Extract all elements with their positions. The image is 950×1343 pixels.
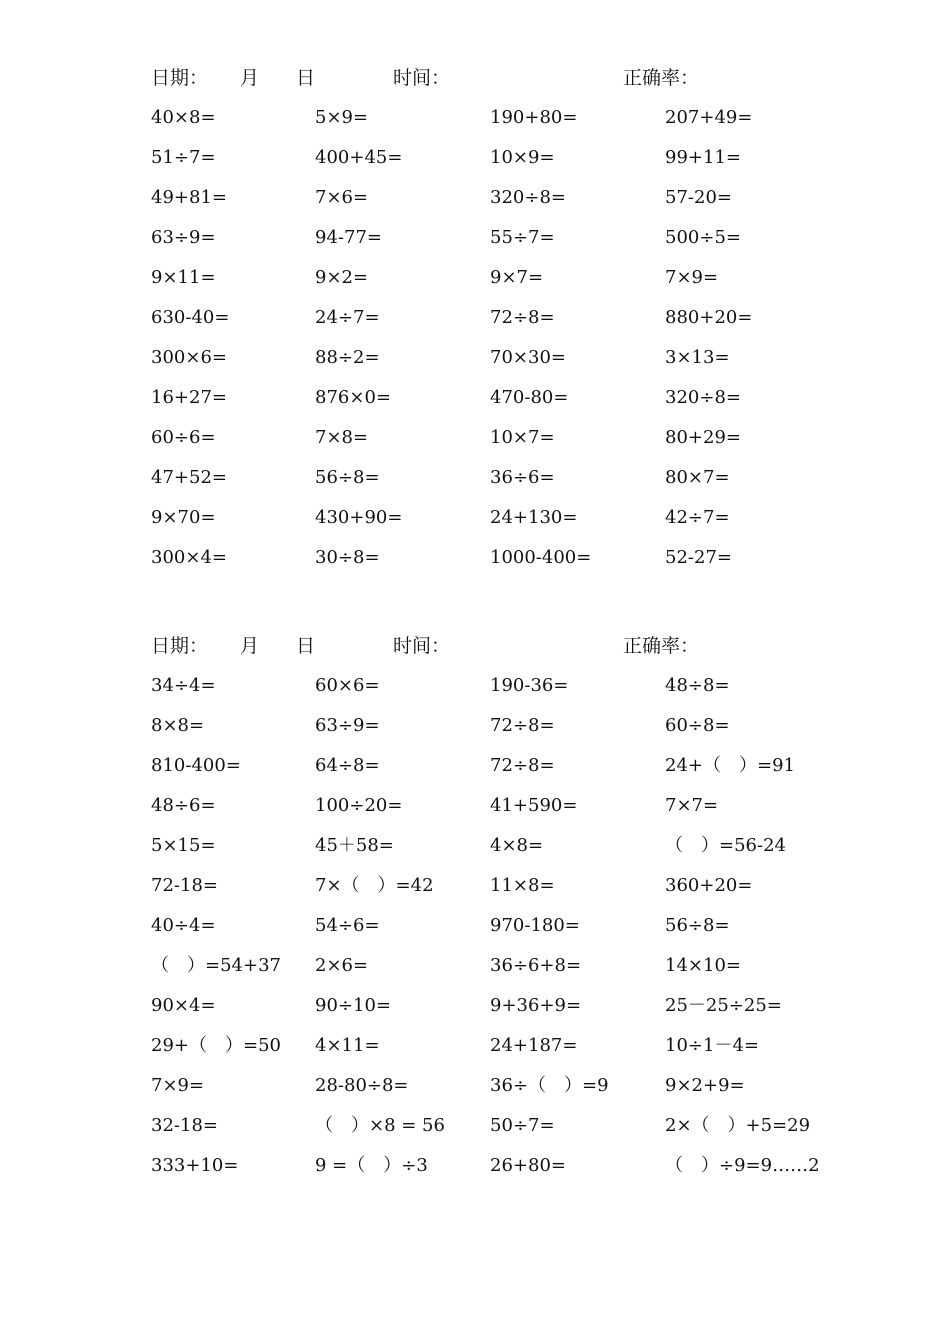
- arithmetic-problem: 333+10=: [151, 1155, 239, 1176]
- arithmetic-problem: 190+80=: [490, 107, 578, 128]
- arithmetic-problem: 72÷8=: [490, 755, 555, 776]
- arithmetic-problem: 60÷8=: [665, 715, 730, 736]
- arithmetic-problem: 63÷9=: [315, 715, 380, 736]
- arithmetic-problem: 48÷8=: [665, 675, 730, 696]
- arithmetic-problem: 64÷8=: [315, 755, 380, 776]
- arithmetic-problem: 45＋58=: [315, 835, 394, 856]
- arithmetic-problem: 10×7=: [490, 427, 555, 448]
- arithmetic-problem: 48÷6=: [151, 795, 216, 816]
- arithmetic-problem: 880+20=: [665, 307, 753, 328]
- day-label: 日: [296, 67, 316, 89]
- arithmetic-problem: 34÷4=: [151, 675, 216, 696]
- arithmetic-problem: 57-20=: [665, 187, 732, 208]
- arithmetic-problem: 2×6=: [315, 955, 369, 976]
- arithmetic-problem: 40÷4=: [151, 915, 216, 936]
- arithmetic-problem: 41+590=: [490, 795, 578, 816]
- problem-row: [0, 666, 950, 706]
- arithmetic-problem: 4×8=: [490, 835, 544, 856]
- arithmetic-problem: 72÷8=: [490, 715, 555, 736]
- arithmetic-problem: 300×6=: [151, 347, 227, 368]
- accuracy-label: 正确率：: [623, 67, 700, 89]
- problem-row: [0, 218, 950, 258]
- arithmetic-problem: 9×2=: [315, 267, 369, 288]
- arithmetic-problem: 630-40=: [151, 307, 230, 328]
- problem-row: [0, 706, 950, 746]
- arithmetic-problem: 2×（ ）+5=29: [665, 1115, 811, 1136]
- arithmetic-problem: 10÷1－4=: [665, 1035, 759, 1056]
- arithmetic-problem: 7×9=: [665, 267, 719, 288]
- arithmetic-problem: 500÷5=: [665, 227, 741, 248]
- problem-row: [0, 826, 950, 866]
- arithmetic-problem: （ ）=56-24: [665, 835, 786, 856]
- arithmetic-problem: 7×8=: [315, 427, 369, 448]
- arithmetic-problem: 9×7=: [490, 267, 544, 288]
- arithmetic-problem: 3×13=: [665, 347, 730, 368]
- problem-row: [0, 178, 950, 218]
- problem-row: [0, 1026, 950, 1066]
- arithmetic-problem: 25－25÷25=: [665, 995, 782, 1016]
- accuracy-label: 正确率：: [623, 635, 700, 657]
- problem-row: [0, 458, 950, 498]
- arithmetic-problem: 9+36+9=: [490, 995, 582, 1016]
- problem-row: [0, 498, 950, 538]
- time-label: 时间：: [393, 67, 451, 89]
- arithmetic-problem: 52-27=: [665, 547, 732, 568]
- arithmetic-problem: 63÷9=: [151, 227, 216, 248]
- arithmetic-problem: 40×8=: [151, 107, 216, 128]
- arithmetic-problem: （ ）×8 = 56: [315, 1115, 445, 1136]
- problem-row: [0, 946, 950, 986]
- month-label: 月: [240, 635, 260, 657]
- arithmetic-problem: 9×2+9=: [665, 1075, 745, 1096]
- arithmetic-problem: 49+81=: [151, 187, 227, 208]
- arithmetic-problem: 60×6=: [315, 675, 380, 696]
- arithmetic-problem: 60÷6=: [151, 427, 216, 448]
- problem-row: [0, 786, 950, 826]
- arithmetic-problem: 430+90=: [315, 507, 403, 528]
- arithmetic-problem: 7×7=: [665, 795, 719, 816]
- problem-row: [0, 298, 950, 338]
- arithmetic-problem: 90×4=: [151, 995, 216, 1016]
- date-label: 日期：: [151, 67, 209, 89]
- arithmetic-problem: 24+130=: [490, 507, 578, 528]
- arithmetic-problem: （ ）=54+37: [151, 955, 281, 976]
- arithmetic-problem: 1000-400=: [490, 547, 592, 568]
- problem-row: [0, 258, 950, 298]
- arithmetic-problem: 4×11=: [315, 1035, 380, 1056]
- arithmetic-problem: 70×30=: [490, 347, 566, 368]
- problem-row: [0, 1066, 950, 1106]
- arithmetic-problem: 876×0=: [315, 387, 391, 408]
- problem-row: [0, 138, 950, 178]
- arithmetic-problem: 88÷2=: [315, 347, 380, 368]
- arithmetic-problem: 94-77=: [315, 227, 382, 248]
- arithmetic-problem: 7×9=: [151, 1075, 205, 1096]
- arithmetic-problem: 54÷6=: [315, 915, 380, 936]
- arithmetic-problem: 47+52=: [151, 467, 227, 488]
- arithmetic-problem: 56÷8=: [315, 467, 380, 488]
- arithmetic-problem: 99+11=: [665, 147, 741, 168]
- arithmetic-problem: 7×6=: [315, 187, 369, 208]
- arithmetic-problem: 80×7=: [665, 467, 730, 488]
- arithmetic-problem: 10×9=: [490, 147, 555, 168]
- day-label: 日: [296, 635, 316, 657]
- arithmetic-problem: 51÷7=: [151, 147, 216, 168]
- problem-row: [0, 418, 950, 458]
- arithmetic-problem: 56÷8=: [665, 915, 730, 936]
- problem-row: [0, 1106, 950, 1146]
- arithmetic-problem: 50÷7=: [490, 1115, 555, 1136]
- arithmetic-problem: 11×8=: [490, 875, 555, 896]
- arithmetic-problem: 24+（ ）=91: [665, 755, 795, 776]
- arithmetic-problem: 970-180=: [490, 915, 580, 936]
- arithmetic-problem: 470-80=: [490, 387, 569, 408]
- arithmetic-problem: 9 =（ ）÷3: [315, 1155, 428, 1176]
- date-label: 日期：: [151, 635, 209, 657]
- arithmetic-problem: 90÷10=: [315, 995, 391, 1016]
- arithmetic-problem: 32-18=: [151, 1115, 218, 1136]
- arithmetic-problem: 300×4=: [151, 547, 227, 568]
- arithmetic-problem: 24÷7=: [315, 307, 380, 328]
- problem-row: [0, 986, 950, 1026]
- arithmetic-problem: 400+45=: [315, 147, 403, 168]
- arithmetic-problem: 26+80=: [490, 1155, 566, 1176]
- time-label: 时间：: [393, 635, 451, 657]
- problem-row: [0, 338, 950, 378]
- arithmetic-problem: 190-36=: [490, 675, 569, 696]
- arithmetic-problem: 8×8=: [151, 715, 205, 736]
- arithmetic-problem: 320÷8=: [490, 187, 566, 208]
- arithmetic-problem: 30÷8=: [315, 547, 380, 568]
- arithmetic-problem: 320÷8=: [665, 387, 741, 408]
- arithmetic-problem: 36÷（ ）=9: [490, 1075, 609, 1096]
- arithmetic-problem: 42÷7=: [665, 507, 730, 528]
- problem-row: [0, 746, 950, 786]
- arithmetic-problem: 360+20=: [665, 875, 753, 896]
- arithmetic-problem: 14×10=: [665, 955, 741, 976]
- arithmetic-problem: 28-80÷8=: [315, 1075, 409, 1096]
- arithmetic-problem: 16+27=: [151, 387, 227, 408]
- arithmetic-problem: 100÷20=: [315, 795, 403, 816]
- arithmetic-problem: 207+49=: [665, 107, 753, 128]
- arithmetic-problem: 72-18=: [151, 875, 218, 896]
- arithmetic-problem: 80+29=: [665, 427, 741, 448]
- arithmetic-problem: 9×70=: [151, 507, 216, 528]
- arithmetic-problem: 29+（ ）=50: [151, 1035, 281, 1056]
- arithmetic-problem: 55÷7=: [490, 227, 555, 248]
- problem-row: [0, 538, 950, 578]
- arithmetic-problem: 72÷8=: [490, 307, 555, 328]
- arithmetic-problem: 5×9=: [315, 107, 369, 128]
- problem-row: [0, 1146, 950, 1186]
- problem-row: [0, 98, 950, 138]
- section-header: [0, 58, 950, 98]
- arithmetic-problem: 36÷6=: [490, 467, 555, 488]
- problem-row: [0, 906, 950, 946]
- arithmetic-problem: 5×15=: [151, 835, 216, 856]
- arithmetic-problem: 24+187=: [490, 1035, 578, 1056]
- arithmetic-problem: 9×11=: [151, 267, 216, 288]
- arithmetic-problem: （ ）÷9=9……2: [665, 1155, 820, 1176]
- month-label: 月: [240, 67, 260, 89]
- problem-row: [0, 378, 950, 418]
- problem-row: [0, 866, 950, 906]
- arithmetic-problem: 810-400=: [151, 755, 241, 776]
- arithmetic-problem: 7×（ ）=42: [315, 875, 434, 896]
- arithmetic-problem: 36÷6+8=: [490, 955, 582, 976]
- section-header: [0, 626, 950, 666]
